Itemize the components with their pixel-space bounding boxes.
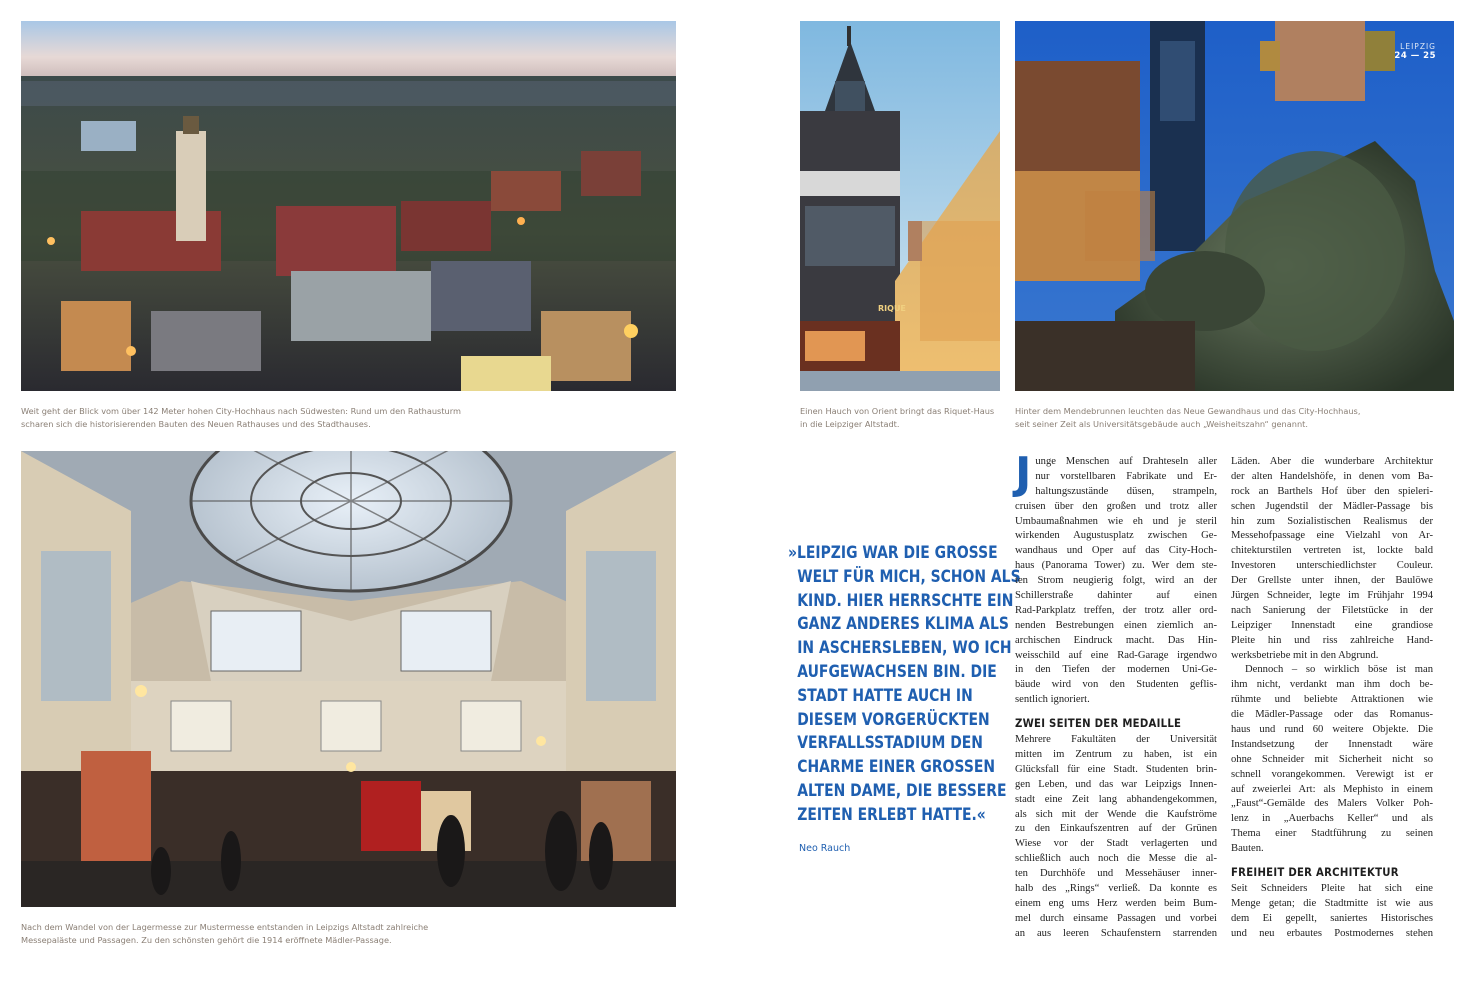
cityscape-photo-icon [21,21,676,391]
page-marker-city: LEIPZIG [1400,42,1436,51]
svg-text:RIQUE: RIQUE [878,304,906,313]
maedler-passage-caption: Nach dem Wandel von der Lagermesse zur Mustermesse entstanden in Leipzigs Altstadt zahlreiche Messepaläste und Passagen. Zu den schönsten gehört die 1914 eröffnete Mädler-Passage. [21,922,429,945]
riquet-haus-photo [800,21,1000,391]
subhead-zwei-seiten: ZWEI SEITEN DER MEDAILLE [1015,716,1182,731]
fountain-photo-icon [1015,21,1454,391]
city-panorama-caption: Weit geht der Blick vom über 142 Meter hohen City-Hochhaus nach Südwesten: Rund um den Rathausturm scharen sich die historisierenden Bauten des Neuen Rathauses und des Stadthauses. [21,406,461,429]
quote-author: Neo Rauch [799,843,851,854]
city-panorama-photo [21,21,676,391]
arcade-photo-icon [21,451,676,907]
page-marker [1392,42,1436,61]
building-photo-icon [800,21,1000,391]
page-numbers: 24 — 25 [1394,51,1436,61]
subhead-freiheit: FREIHEIT DER ARCHITEKTUR [1231,865,1399,880]
pull-quote: »LEIPZIG WAR DIE GROSSE WELT FÜR MICH, SCHON ALS KIND. HIER HERRSCHTE EIN GANZ ANDERES KLIMA ALS IN ASCHERSLEBEN, WO ICH AUFGEWACHSEN BIN. DIE STADT HATTE AUCH IN DIESEM VORGERÜCKTEN VERFALLSSTADIUM DEN CHARME EINER GROSSEN ALTEN DAME, DIE BESSERE ZEITEN ERLEBT HATTE.« [788,543,1021,824]
article-column-2: Läden. Aber die wunderbare Architektur der alten Handelshöfe, in denen vom Ba- rock an Barthels Hof über den spieleri- schen Jugendstil der Mädler-Passage bis hin zum Sozialistischen Realismus der Messehofpassage eine Vielzahl von Ar- chitekturstilen vertreten ist, lockte bald Investoren unterschiedlichster Couleur. Der Grellste unter ihnen, der Baulöwe Jürgen Schneider, legte im Frühjahr 1994 nach Sanierung der Filetstücke in der Leipziger Innenstadt eine grandiose Pleite hin und riss zahlreiche Hand- werksbetriebe mit in den Abgrund. Dennoch – so wirklich böse ist man ihm nicht, verdankt man ihm doch be- rühmte und beliebte Attraktionen wie die Mädler-Passage oder das Romanus- haus und rund 60 weitere Objekte. Die Instandsetzung der Innenstadt wäre ohne Schneider mit Sicherheit nicht so schnell vorangekommen. Verewigt ist er auf zweierlei Art: als Mephisto in einem „Faust“-Gemälde des Malers Volker Poh- lenz in „Auerbachs Keller“ und als Thema einer Stadtführung zu seinen Bauten. FREIHEIT DER ARCHITEKTUR Seit Schneiders Pleite hat sich eine Menge getan; die Stadtmitte ist wie aus dem Ei gepellt, saniertes Historisches und neu erbautes Postmodernes stehen [1231,456,1433,939]
mendebrunnen-photo [1015,21,1454,391]
riquet-haus-caption: Einen Hauch von Orient bringt das Riquet-Haus in die Leipziger Altstadt. [800,406,995,429]
dropcap: J [1015,448,1032,499]
maedler-passage-photo [21,451,676,907]
mendebrunnen-caption: Hinter dem Mendebrunnen leuchten das Neue Gewandhaus und das City-Hochhaus, seit seiner Zeit als Universitätsgebäude auch „Weisheitszahn“ genannt. [1015,406,1361,429]
article-column-1: J unge Menschen auf Drahteseln aller nur vorstellbaren Fabrikate und Er- haltungszustände düsen, strampeln, cruisen über den großen und trotz aller Umbaumaßnahmen wie eh und je steril wirkenden Augustusplatz zwischen Ge- wandhaus und Oper auf das City-Hoch- haus (Panorama Tower) zu. Wer dem ste- ten Strom neugierig folgt, wird an der Schillerstraße dahinter auf einen Rad-Parkplatz treffen, der trotz aller ord- nenden Bestrebungen einen ziemlich an- archischen Eindruck macht. Das Hin- weisschild auf eine Rad-Garage irgendwo in den Tiefen der modernen Uni-Ge- bäude wird von den Studenten geflis- sentlich ignoriert. ZWEI SEITEN DER MEDAILLE Mehrere Fakultäten der Universität mitten im Zentrum zu haben, ist ein Glücksfall für eine Stadt. Studenten brin- gen Leben, und das war Leipzigs Innen- stadt eine Zeit lang abhandengekommen, als sich mit der Wende die Kaufströme zu den Einkaufszentren auf der Grünen Wiese vor der Stadt verlagerten und schließlich auch noch die Messe die al- ten Durchhöfe und Messehäuser inner- halb des „Rings“ verließ. Da konnte es einem eng ums Herz werden beim Bum- mel durch einsame Passagen und vorbei an aus leeren Schaufenstern starrenden [1015,448,1217,939]
